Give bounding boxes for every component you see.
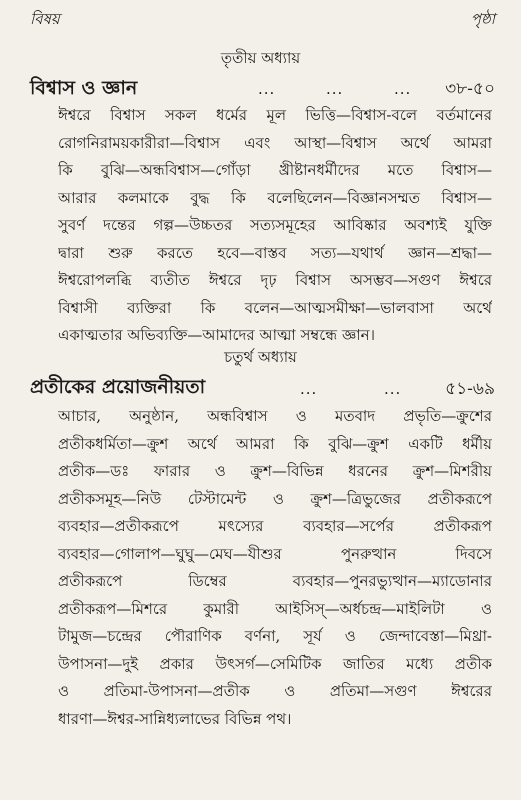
chapter-3-heading: তৃতীয় অধ্যায়	[220, 49, 301, 67]
chapter-4-line: ব্যবহার—প্রতীকরূপে মৎস্যের ব্যবহার—সর্পের প্রতীকরূপ	[58, 517, 492, 535]
chapter-4-title: প্রতীকের প্রয়োজনীয়তা	[30, 376, 206, 398]
chapter-3-line: আরার কলমাকে বুদ্ধ কি বলেছিলেন—বিজ্ঞানসম্মত বিশ্বাস—	[58, 188, 492, 207]
chapter-3-line: ঈশ্বরোপলব্ধি ব্যতীত ঈশ্বরে দৃঢ় বিশ্বাস অসম্ভব—সগুণ ঈশ্বরে	[58, 271, 492, 289]
chapter-3-line: একাত্মতার অভিব্যক্তি—আমাদের আত্মা সম্বন্ধে জ্ঞান।	[58, 326, 375, 344]
chapter-4-leader-dots-2: ...	[384, 380, 402, 398]
chapter-3-line: বিশ্বাসী ব্যক্তিরা কি বলেন—আত্মসমীক্ষা—ভালবাসা অর্থে	[58, 298, 492, 317]
chapter-3-leader-dots-2: ...	[326, 80, 344, 98]
chapter-4-pages: ৫১-৬৯	[445, 379, 495, 399]
chapter-4-line: ধারণা—ঈশ্বর-সান্নিধ্যলাভের বিভিন্ন পথ।	[58, 709, 292, 728]
chapter-4-heading: চতুর্থ অধ্যায়	[224, 348, 297, 366]
chapter-4-line: প্রতীকরূপে ডিম্বের ব্যবহার—পুনরভ্যুত্থান—ম্যাডোনার	[58, 572, 492, 590]
chapter-4-line: প্রতীকরূপ—মিশরে কুমারী আইসিস্—অর্ধচন্দ্র—মাইলিটা ও	[58, 599, 492, 618]
chapter-3-title: বিশ্বাস ও জ্ঞান	[30, 77, 138, 99]
chapter-4-line: প্রতীক—ডঃ ফারার ও ক্রুশ—বিভিন্ন ধরনের ক্রুশ—মিশরীয়	[58, 462, 492, 480]
chapter-3-line: কি বুঝি—অন্ধবিশ্বাস—গোঁড়া খ্রীষ্টানধর্মীদের মতে বিশ্বাস—	[58, 161, 492, 179]
chapter-3-line: সুবর্ণ দন্তের গল্প—উচ্চতর সত্যসমূহের আবিষ্কার অবশ্যই যুক্তি	[58, 216, 492, 234]
chapter-4-line: আচার, অনুষ্ঠান, অন্ধবিশ্বাস ও মতবাদ প্রভৃতি—ক্রুশের	[58, 407, 492, 425]
chapter-3-leader-dots-3: ...	[394, 80, 412, 98]
header-page-label: পৃষ্ঠা	[470, 10, 495, 28]
chapter-4-line: প্রতীকসমূহ—নিউ টেস্টামেন্ট ও ক্রুশ—ত্রিভুজের প্রতীকরূপে	[58, 489, 492, 508]
chapter-4-line: টামুজ—চন্দ্রের পৌরাণিক বর্ণনা, সূর্য ও জেন্দাবেস্তা—মিথ্রা-	[58, 627, 492, 645]
chapter-4-line: ও প্রতিমা-উপাসনা—প্রতীক ও প্রতিমা—সগুণ ঈশ্বরের	[58, 682, 492, 700]
chapter-3-line: ঈশ্বরে বিশ্বাস সকল ধর্মের মূল ভিত্তি—বিশ্বাস-বলে বর্তমানের	[58, 106, 492, 124]
chapter-4-contents	[58, 403, 492, 733]
chapter-4-line: ব্যবহার—গোলাপ—ঘুঘু—মেঘ—যীশুর পুনরুত্থান দিবসে	[58, 544, 492, 563]
chapter-3-line: দ্বারা শুরু করতে হবে—বাস্তব সত্য—যথার্থ জ্ঞান—শ্রদ্ধা—	[58, 243, 492, 262]
header-subject-label: বিষয়	[30, 10, 60, 28]
chapter-3-line: রোগনিরাময়কারীরা—বিশ্বাস এবং আস্থা—বিশ্বাস অর্থে আমরা	[58, 133, 492, 152]
chapter-3-pages: ৩৮-৫০	[445, 79, 495, 99]
chapter-3-contents	[58, 102, 492, 350]
chapter-4-leader-dots-1: ...	[300, 380, 318, 398]
chapter-4-line: উপাসনা—দুই প্রকার উৎসর্গ—সেমিটিক জাতির মধ্যে প্রতীক	[58, 654, 492, 673]
chapter-3-leader-dots-1: ...	[258, 80, 276, 98]
chapter-4-line: প্রতীকধর্মিতা—ক্রুশ অর্থে আমরা কি বুঝি—ক্রুশ একটি ধর্মীয়	[58, 434, 492, 453]
